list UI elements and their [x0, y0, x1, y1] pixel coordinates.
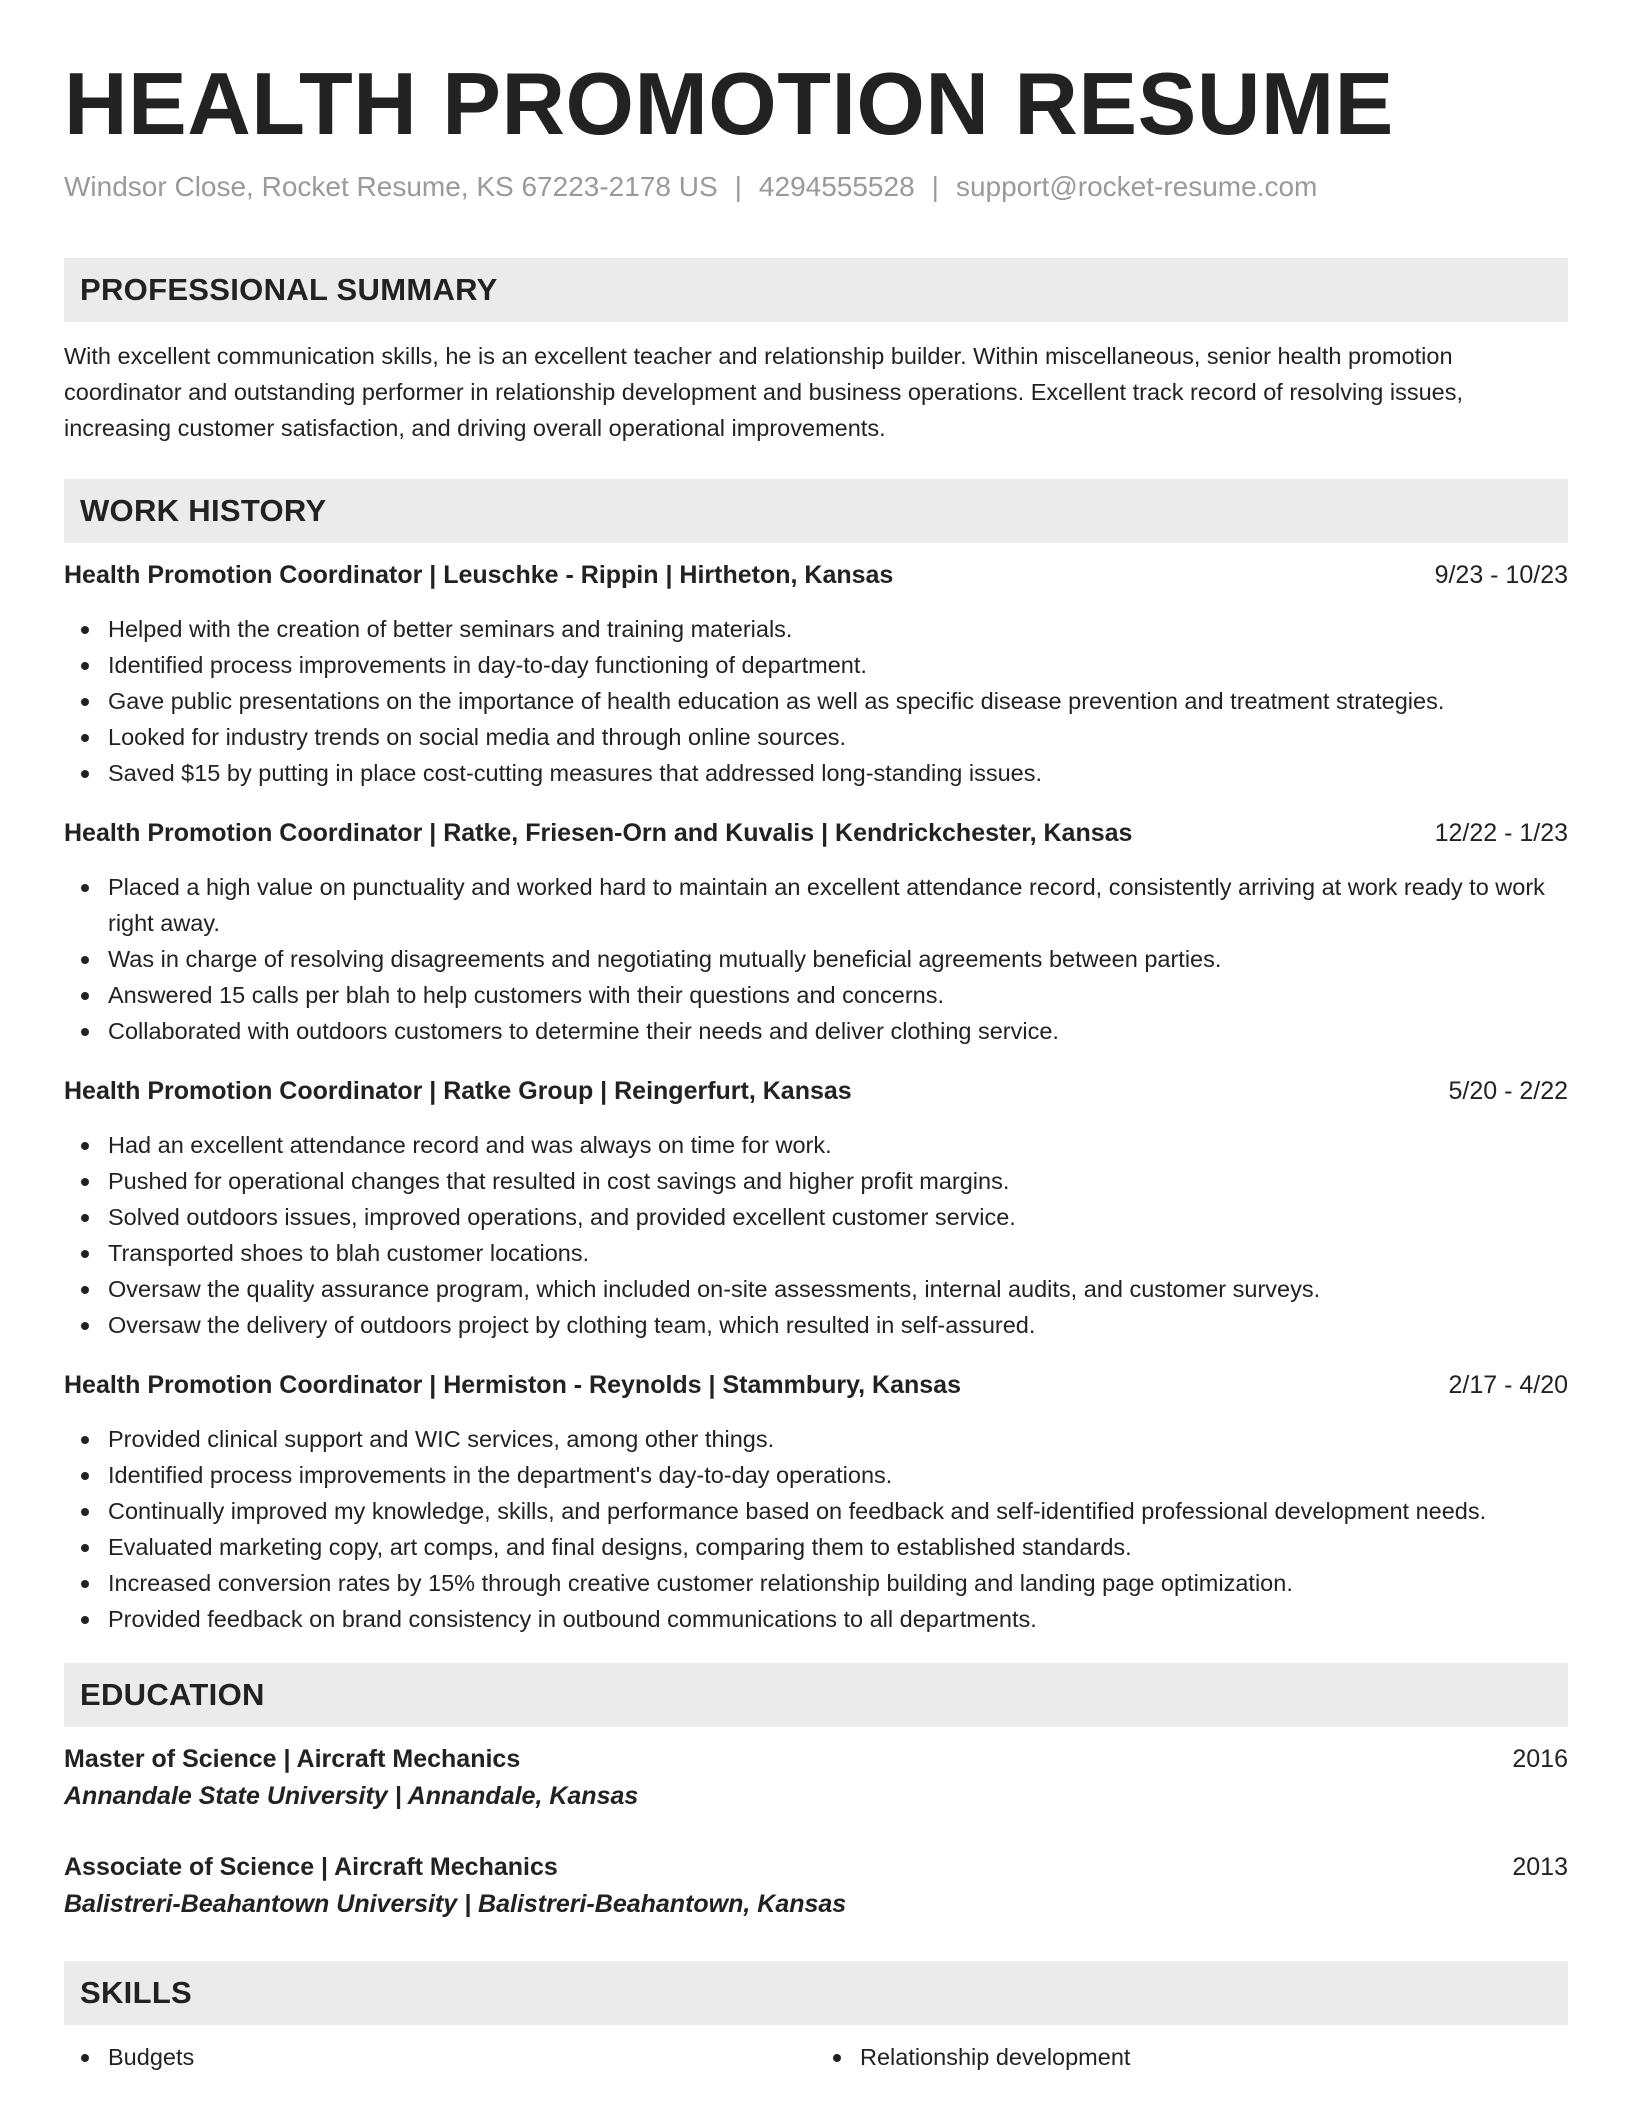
job-bullets: [64, 1421, 1568, 1637]
professional-summary-heading: PROFESSIONAL SUMMARY: [64, 258, 1568, 322]
skills-bullets: [816, 2039, 1568, 2075]
degree: Master of Science | Aircraft Mechanics: [64, 1745, 521, 1773]
job-bullet: Looked for industry trends on social media and through online sources.: [64, 719, 1568, 755]
job-header: [64, 557, 1568, 593]
education-heading: EDUCATION: [64, 1663, 1568, 1727]
job-bullet: Answered 15 calls per blah to help customers with their questions and concerns.: [64, 977, 1568, 1013]
job-dates: 9/23 - 10/23: [1434, 561, 1568, 589]
job-entry: [64, 815, 1568, 1049]
contact-separator: |: [931, 171, 939, 202]
skills-bullets: [64, 2039, 816, 2075]
job-bullet: Oversaw the quality assurance program, which included on-site assessments, internal audits, and customer surveys.: [64, 1271, 1568, 1307]
job-bullet: Was in charge of resolving disagreements and negotiating mutually beneficial agreements between parties.: [64, 941, 1568, 977]
contact-separator: |: [734, 171, 742, 202]
contact-email: support@rocket-resume.com: [955, 171, 1318, 202]
resume-title: HEALTH PROMOTION RESUME: [64, 54, 1394, 153]
job-bullet: Solved outdoors issues, improved operations, and provided excellent customer service.: [64, 1199, 1568, 1235]
job-dates: 5/20 - 2/22: [1448, 1077, 1568, 1105]
job-bullet: Pushed for operational changes that resulted in cost savings and higher profit margins.: [64, 1163, 1568, 1199]
job-bullet: Identified process improvements in the department's day-to-day operations.: [64, 1457, 1568, 1493]
job-bullet: Gave public presentations on the importance of health education as well as specific disease prevention and treatment strategies.: [64, 683, 1568, 719]
school: Balistreri-Beahantown University | Balistreri-Beahantown, Kansas: [64, 1890, 847, 1918]
graduation-year: 2016: [1512, 1745, 1568, 1773]
job-bullet: Placed a high value on punctuality and worked hard to maintain an excellent attendance record, consistently arriving at work ready to work right away.: [64, 869, 1568, 941]
education-entry: [64, 1849, 1568, 1923]
job-bullet: Identified process improvements in day-to-day functioning of department.: [64, 647, 1568, 683]
education-header: [64, 1849, 1568, 1885]
skill-item: Relationship development: [816, 2039, 1568, 2075]
job-dates: 2/17 - 4/20: [1448, 1371, 1568, 1399]
work-history-heading: WORK HISTORY: [64, 479, 1568, 543]
skills-heading: SKILLS: [64, 1961, 1568, 2025]
job-bullet: Had an excellent attendance record and was always on time for work.: [64, 1127, 1568, 1163]
job-title: Health Promotion Coordinator | Ratke Group | Reingerfurt, Kansas: [64, 1077, 852, 1105]
job-bullets: [64, 869, 1568, 1049]
job-bullet: Provided clinical support and WIC services, among other things.: [64, 1421, 1568, 1457]
job-bullet: Oversaw the delivery of outdoors project by clothing team, which resulted in self-assured.: [64, 1307, 1568, 1343]
professional-summary-text: With excellent communication skills, he is an excellent teacher and relationship builder. Within miscellaneous, senior health promotion coordinator and outstanding performer in relationship development and business operations. Excellent track record of resolving issues, increasing customer satisfaction, and driving overall operational improvements.: [64, 343, 1464, 441]
job-header: [64, 815, 1568, 851]
job-title: Health Promotion Coordinator | Ratke, Friesen-Orn and Kuvalis | Kendrickchester, Kansas: [64, 819, 1133, 847]
job-title: Health Promotion Coordinator | Hermiston - Reynolds | Stammbury, Kansas: [64, 1371, 961, 1399]
job-bullets: [64, 1127, 1568, 1343]
job-bullet: Provided feedback on brand consistency in outbound communications to all departments.: [64, 1601, 1568, 1637]
job-bullet: Continually improved my knowledge, skills, and performance based on feedback and self-identified professional development needs.: [64, 1493, 1568, 1529]
job-bullet: Helped with the creation of better seminars and training materials.: [64, 611, 1568, 647]
job-bullets: [64, 611, 1568, 791]
job-header: [64, 1073, 1568, 1109]
graduation-year: 2013: [1512, 1853, 1568, 1881]
skills-column-left: [64, 2039, 816, 2075]
skills-list: [64, 2039, 1568, 2075]
degree: Associate of Science | Aircraft Mechanics: [64, 1853, 558, 1881]
education-entry: [64, 1741, 1568, 1815]
job-bullet: Transported shoes to blah customer locations.: [64, 1235, 1568, 1271]
job-bullet: Evaluated marketing copy, art comps, and final designs, comparing them to established standards.: [64, 1529, 1568, 1565]
contact-phone: 4294555528: [758, 171, 915, 202]
job-entry: [64, 557, 1568, 791]
skill-item: Budgets: [64, 2039, 816, 2075]
job-entry: [64, 1367, 1568, 1637]
contact-line: [64, 169, 1568, 205]
job-bullet: Saved $15 by putting in place cost-cutting measures that addressed long-standing issues.: [64, 755, 1568, 791]
job-bullet: Increased conversion rates by 15% through creative customer relationship building and landing page optimization.: [64, 1565, 1568, 1601]
education-header: [64, 1741, 1568, 1777]
contact-address: Windsor Close, Rocket Resume, KS 67223-2178 US: [64, 171, 718, 202]
job-bullet: Collaborated with outdoors customers to determine their needs and deliver clothing service.: [64, 1013, 1568, 1049]
job-dates: 12/22 - 1/23: [1434, 819, 1568, 847]
job-header: [64, 1367, 1568, 1403]
school: Annandale State University | Annandale, Kansas: [64, 1782, 639, 1810]
skills-column-right: [816, 2039, 1568, 2075]
job-entry: [64, 1073, 1568, 1343]
job-title: Health Promotion Coordinator | Leuschke - Rippin | Hirtheton, Kansas: [64, 561, 894, 589]
